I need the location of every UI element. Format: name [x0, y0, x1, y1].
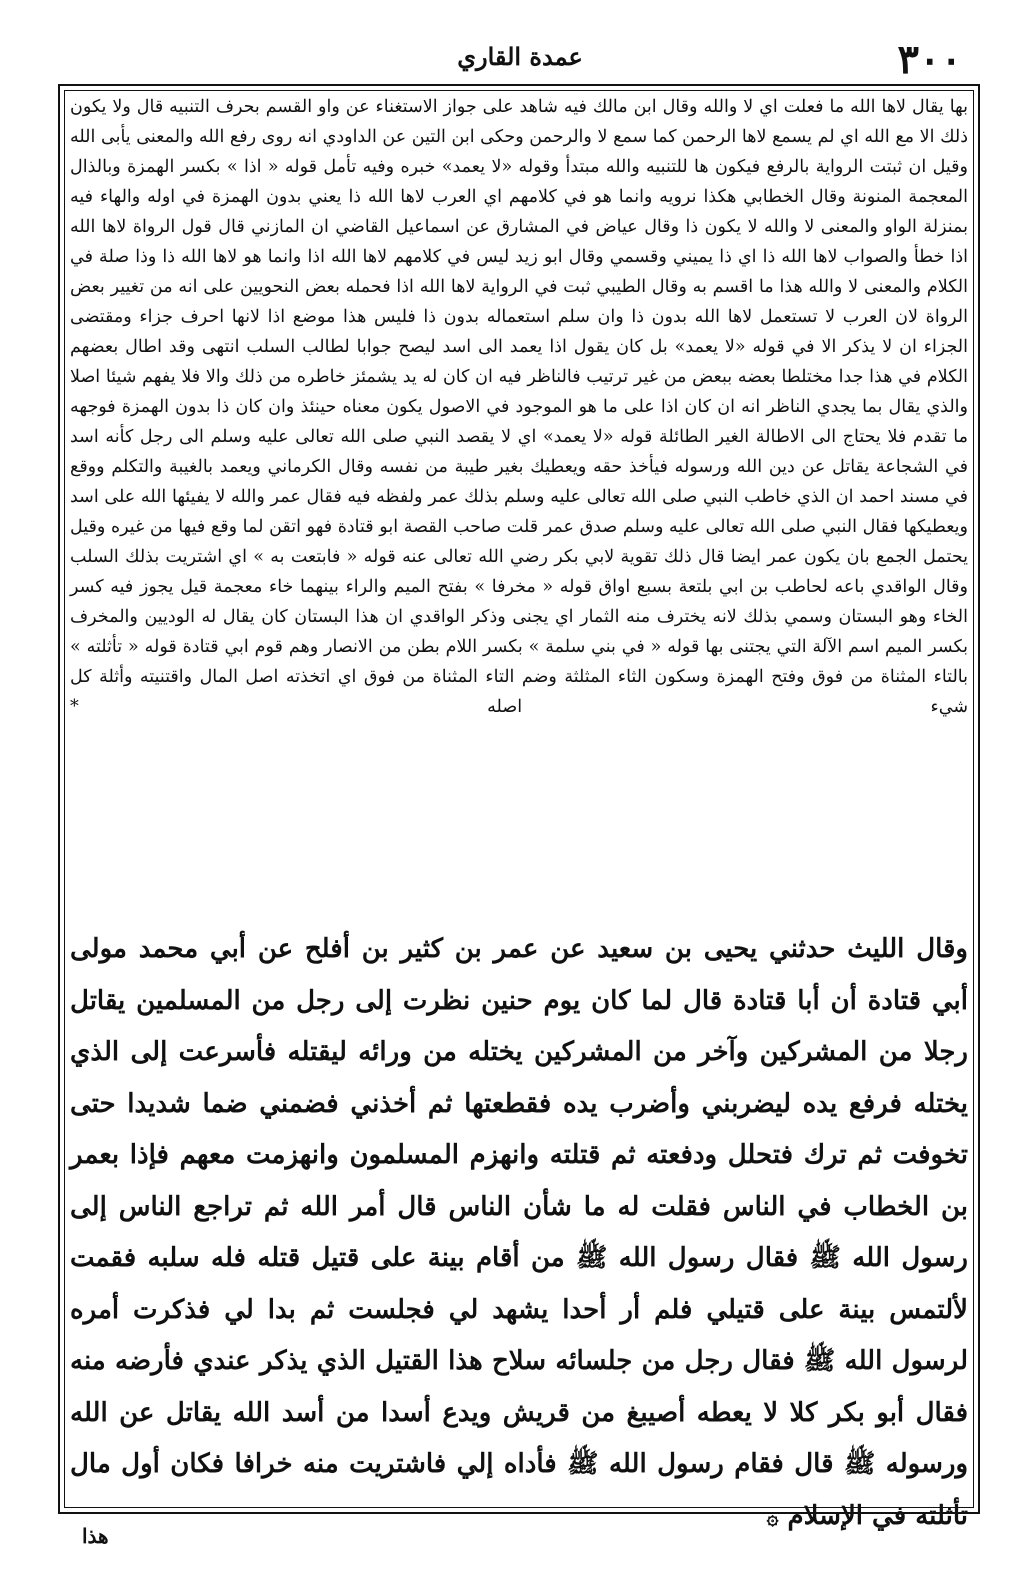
page-number: ٣٠٠ — [897, 36, 962, 83]
end-ornament: ۞ — [766, 1504, 779, 1529]
hadith-text: وقال الليث حدثني يحيى بن سعيد عن عمر بن كثير بن أفلح عن أبي محمد مولى أبي قتادة أن أبا قتادة قال لما كان يوم حنين نظرت إلى رجل من المسلمين يقاتل رجلا من المشركين وآخر من المشركين يختله من ورائه ليقتله فأسرعت إلى الذي يختله فرفع يده ليضربني وأضرب يده فقطعتها ثم أخذني فضمني ضما شديدا حتى تخوفت ثم ترك فتحلل ودفعته ثم قتلته وانهزم المسلمون وانهزمت معهم فإذا بعمر بن الخطاب في الناس فقلت له ما شأن الناس قال أمر الله ثم تراجع الناس إلى رسول الله ﷺ فقال رسول الله ﷺ من أقام بينة على قتيل قتله فله سلبه فقمت لألتمس بينة على قتيلي فلم أر أحدا يشهد لي فجلست ثم بدا لي فذكرت أمره لرسول الله ﷺ فقال رجل من جلسائه سلاح هذا القتيل الذي يذكر عندي فأرضه منه فقال أبو بكر كلا لا يعطه أصيبغ من قريش ويدع أسدا من أسد الله يقاتل عن الله ورسوله ﷺ قال فقام رسول الله ﷺ فأداه إلي فاشتريت منه خرافا فكان أول مال تأثلته في الإسلام — [70, 934, 968, 1531]
commentary-block — [70, 92, 968, 907]
page-header — [60, 36, 980, 84]
catchword: هذا — [82, 1524, 109, 1548]
running-title: عمدة القاري — [457, 42, 583, 71]
hadith-paragraph — [70, 924, 968, 1543]
commentary-text: بها يقال لاها الله ما فعلت اي لا والله وقال ابن مالك فيه شاهد على جواز الاستغناء عن واو القسم بحرف التنبيه قال ولا يكون ذلك الا مع الله اي لم يسمع لاها الرحمن كما سمع لا والرحمن وحكى ابن التين عن الداودي انه روى رفع الله والمعنى يأبى الله وقيل ان ثبتت الرواية بالرفع فيكون ها للتنبيه والله مبتدأ وقوله «لا يعمد» خبره وفيه تأمل قوله « اذا » بكسر الهمزة وبالذال المعجمة المنونة وقال الخطابي هكذا نرويه وانما هو في كلامهم اي العرب لاها الله ذا يعني بدون الهمزة في اوله والهاء فيه بمنزلة الواو والمعنى لا والله لا يكون ذا وقال عياض في المشارق عن اسماعيل القاضي ان المازني قال قول الرواة لاها الله اذا خطأ والصواب لاها الله ذا اي ذا يميني وقسمي وقال ابو زيد ليس في كلامهم لاها الله اذا وانما هو لاها الله ذا وذا صلة في الكلام والمعنى لا والله هذا ما اقسم به وقال الطيبي ثبت في الرواية لاها الله اذا فحمله بعض النحويين على انه من تغيير بعض الرواة لان العرب لا تستعمل لاها الله بدون ذا وان سلم استعماله بدون ذا فليس هذا موضع اذا لانها احرف جزاء ومقتضى الجزاء ان لا يذكر الا في قوله «لا يعمد» بل كان يقول اذا يعمد الى اسد ليصح جوابا لطالب السلب انتهى وقد اطال بعضهم الكلام في هذا جدا مختلطا بعضه ببعض من غير ترتيب فالناظر فيه ان كان له يد يشمئز خاطره من ذلك والا فلا يفهم شيئا اصلا والذي يقال بما يجدي الناظر انه ان كان اذا على ما هو الموجود في الاصول يكون معناه حينئذ وان كان ذا بدون الهمزة فوجهه ما تقدم فلا يحتاج الى الاطالة الغير الطائلة قوله «لا يعمد» اي لا يقصد النبي صلى الله تعالى عليه وسلم الى رجل كأنه اسد في الشجاعة يقاتل عن دين الله ورسوله فيأخذ حقه ويعطيك بغير طيبة من نفسه وقال الكرماني ويعمد بالغيبة والتكلم ووقع في مسند احمد ان الذي خاطب النبي صلى الله تعالى عليه وسلم بذلك عمر ولفظه فيه فقال عمر والله لا يفيئها الله على اسد ويعطيكها فقال النبي صلى الله تعالى عليه وسلم صدق عمر قلت صاحب القصة ابو قتادة فهو اتقن لما وقع فيها من غيره وقيل يحتمل الجمع بان يكون عمر ايضا قال ذلك تقوية لابي بكر رضي الله تعالى عنه قوله « فابتعت به » اي اشتريت بذلك السلب وقال الواقدي باعه لحاطب بن ابي بلتعة بسبع اواق قوله « مخرفا » بفتح الميم والراء بينهما خاء معجمة قيل يجوز فيه كسر الخاء وهو البستان وسمي بذلك لانه يخترف منه الثمار اي يجنى وذكر الواقدي ان هذا البستان كان يقال له الوديين والمخرف بكسر الميم اسم الآلة التي يجتنى بها قوله « في بني سلمة » بكسر اللام بطن من الانصار وهم قوم ابي قتادة قوله « تأثلته » بالتاء المثناة من فوق وفتح الهمزة وسكون الثاء المثلثة وضم التاء المثناة من فوق اي اتخذته اصل المال واقتنيته وأثلة كل شيء اصله * — [70, 97, 969, 717]
hadith-block — [70, 924, 968, 1531]
